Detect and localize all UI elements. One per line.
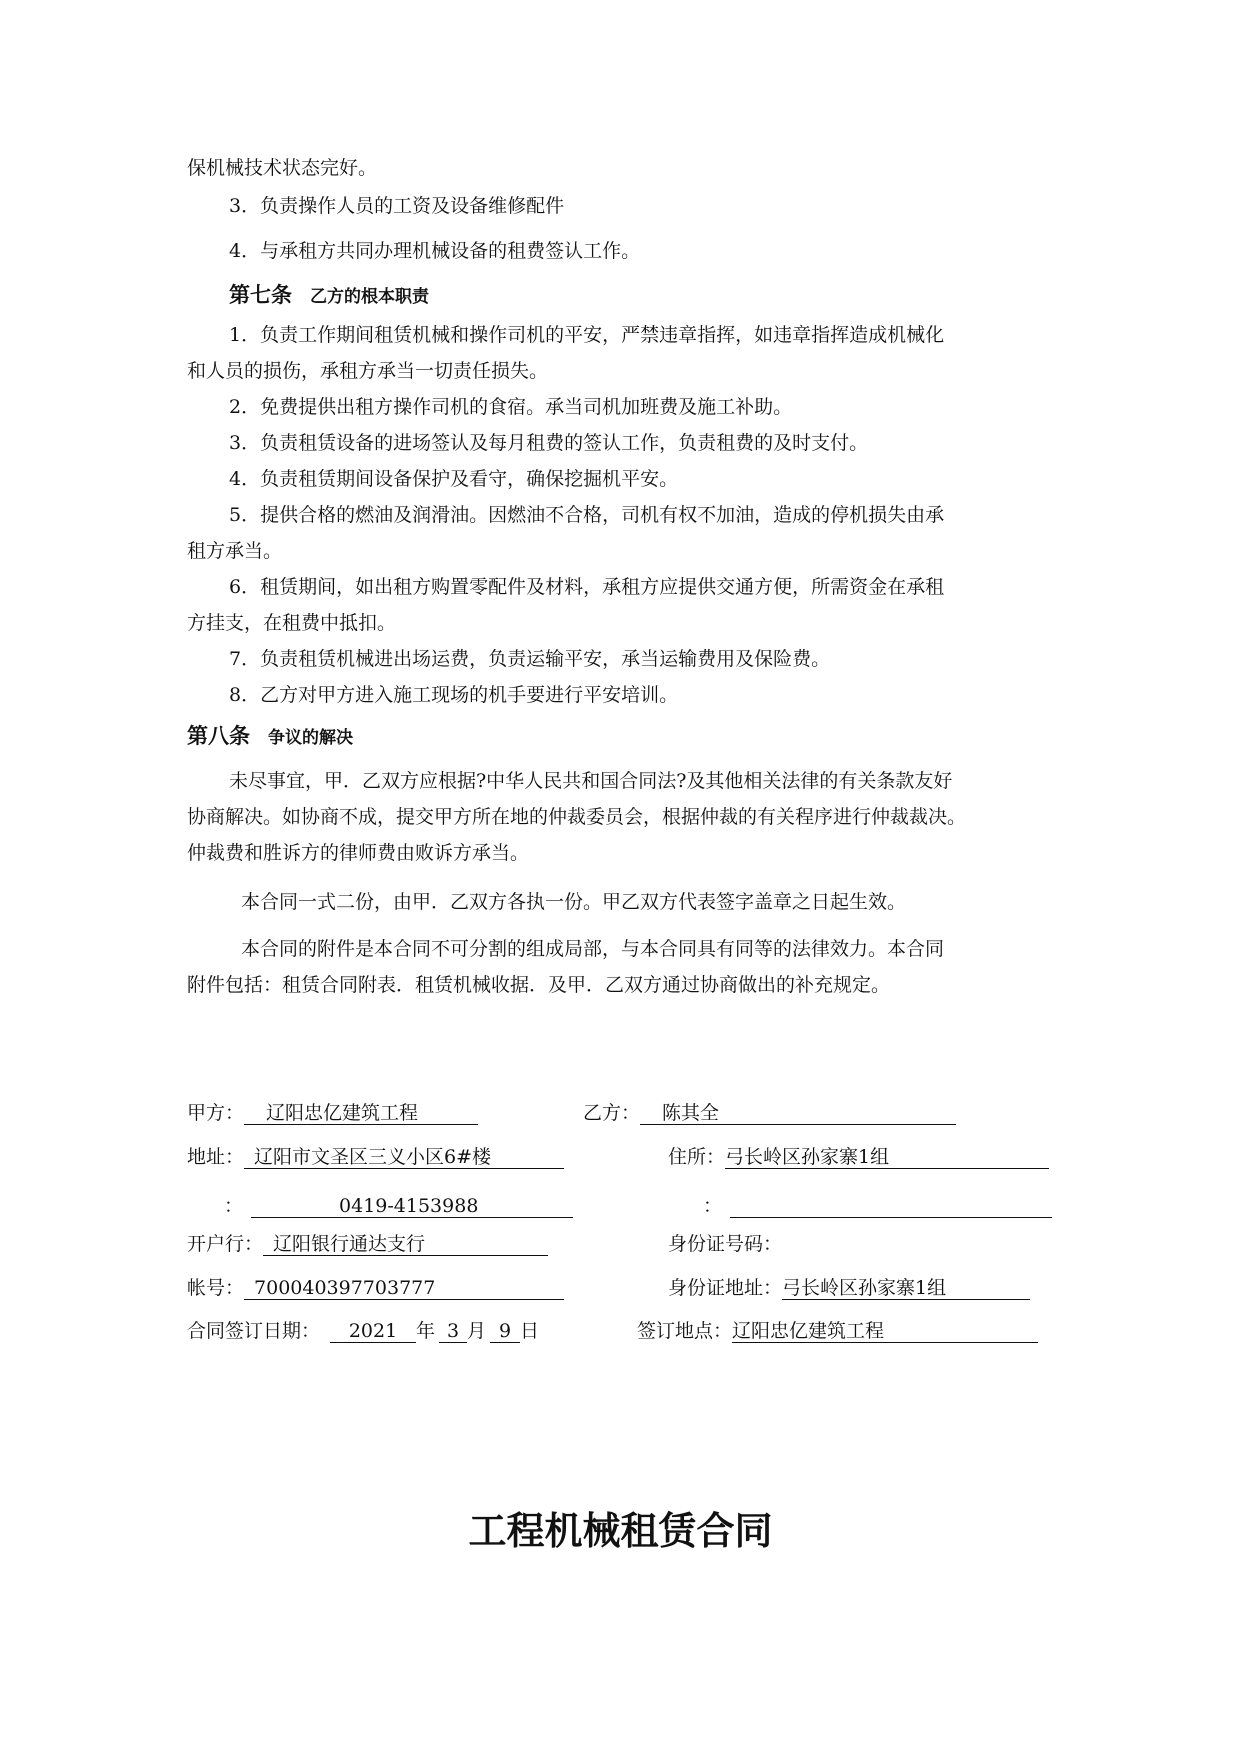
field-label: 地址： <box>187 1146 245 1168</box>
contract-title: 工程机械租赁合同 <box>468 1509 773 1553</box>
body-line: 本合同一式二份，由甲．乙双方各执一份。甲乙双方代表签字盖章之日起生效。 <box>241 891 907 913</box>
date-unit: 月 <box>467 1320 487 1342</box>
id-number-field <box>668 1232 782 1256</box>
field-label: ： <box>703 1195 723 1217</box>
field-value-line <box>263 1232 548 1256</box>
body-line: 2．免费提供出租方操作司机的食宿。承当司机加班费及施工补助。 <box>229 396 793 418</box>
article-7-heading <box>229 283 429 309</box>
field-label: 签订地点： <box>637 1320 733 1342</box>
field-value-line <box>330 1319 416 1343</box>
sign-place-value: 辽阳忠亿建筑工程 <box>732 1320 885 1342</box>
body-line: 6．租赁期间，如出租方购置零配件及材料，承租方应提供交通方便，所需资金在承租 <box>229 576 945 598</box>
field-label: 身份证地址： <box>668 1277 783 1299</box>
field-value-line <box>244 1145 564 1169</box>
bank-field <box>187 1232 548 1256</box>
field-label: 合同签订日期： <box>187 1320 321 1342</box>
field-value-line <box>782 1276 1030 1300</box>
field-label: 住所： <box>668 1146 726 1168</box>
phone-a-value: 0419-4153988 <box>339 1195 479 1217</box>
body-line: 未尽事宜，甲．乙双方应根据?中华人民共和国合同法?及其他相关法律的有关条款友好 <box>229 770 953 792</box>
body-line: 8．乙方对甲方进入施工现场的机手要进行平安培训。 <box>229 684 679 706</box>
id-address-value: 弓长岭区孙家寨1组 <box>782 1277 947 1299</box>
body-line: 附件包括：租赁合同附表．租赁机械收据．及甲．乙双方通过协商做出的补充规定。 <box>187 974 891 996</box>
address-a-value: 辽阳市文圣区三义小区6#楼 <box>254 1146 492 1168</box>
body-line: 3．负责租赁设备的进场签认及每月租费的签认工作，负责租费的及时支付。 <box>229 432 869 454</box>
address-a-field <box>187 1145 564 1169</box>
field-value-line <box>725 1145 1049 1169</box>
article-8-heading <box>187 724 353 750</box>
field-value-line <box>251 1194 573 1218</box>
body-line: 5．提供合格的燃油及润滑油。因燃油不合格，司机有权不加油，造成的停机损失由承 <box>229 504 945 526</box>
field-label: 乙方： <box>583 1102 641 1124</box>
field-value-line <box>730 1194 1052 1218</box>
field-label: 开户行： <box>187 1233 264 1255</box>
phone-a-field <box>224 1194 573 1218</box>
body-line: 4．与承租方共同办理机械设备的租费签认工作。 <box>229 240 641 262</box>
body-line: 本合同的附件是本合同不可分割的组成局部，与本合同具有同等的法律效力。本合同 <box>241 938 945 960</box>
id-address-field <box>668 1276 1030 1300</box>
field-value-line <box>439 1319 467 1343</box>
body-line: 租方承当。 <box>187 540 283 562</box>
article-title: 争议的解决 <box>268 728 353 748</box>
field-value-line <box>640 1101 956 1125</box>
account-value: 700040397703777 <box>254 1277 436 1299</box>
field-value-line <box>490 1319 520 1343</box>
article-number: 第七条 <box>229 283 292 307</box>
field-value-line <box>244 1276 564 1300</box>
sign-date-field <box>187 1319 539 1343</box>
party-b-value: 陈其全 <box>662 1102 720 1124</box>
phone-b-field <box>703 1194 1052 1218</box>
body-line: 方挂支，在租费中抵扣。 <box>187 612 397 634</box>
body-line: 仲裁费和胜诉方的律师费由败诉方承当。 <box>187 842 530 864</box>
body-line: 7．负责租赁机械进出场运费，负责运输平安，承当运输费用及保险费。 <box>229 648 831 670</box>
body-line: 4．负责租赁期间设备保护及看守，确保挖掘机平安。 <box>229 468 679 490</box>
body-line: 保机械技术状态完好。 <box>187 157 378 179</box>
date-day-value: 9 <box>499 1320 512 1342</box>
field-label: ： <box>224 1195 244 1217</box>
body-line: 和人员的损伤，承租方承当一切责任损失。 <box>187 360 549 382</box>
date-unit: 年 <box>416 1320 436 1342</box>
date-unit: 日 <box>520 1320 540 1342</box>
field-label: 身份证号码： <box>668 1233 783 1255</box>
date-year-value: 2021 <box>348 1320 398 1342</box>
party-a-field <box>187 1101 478 1125</box>
residence-b-value: 弓长岭区孙家寨1组 <box>725 1146 890 1168</box>
field-value-line <box>244 1101 478 1125</box>
residence-b-field <box>668 1145 1049 1169</box>
field-value-line <box>732 1319 1038 1343</box>
party-a-value: 辽阳忠亿建筑工程 <box>266 1102 419 1124</box>
bank-value: 辽阳银行通达支行 <box>273 1233 426 1255</box>
body-line: 1．负责工作期间租赁机械和操作司机的平安，严禁违章指挥，如违章指挥造成机械化 <box>229 324 945 346</box>
account-field <box>187 1276 564 1300</box>
article-title: 乙方的根本职责 <box>310 287 429 307</box>
body-line: 3．负责操作人员的工资及设备维修配件 <box>229 195 565 217</box>
field-label: 帐号： <box>187 1277 245 1299</box>
body-line: 协商解决。如协商不成，提交甲方所在地的仲裁委员会，根据仲裁的有关程序进行仲裁裁决。 <box>187 806 967 828</box>
date-month-value: 3 <box>446 1320 460 1342</box>
party-b-field <box>583 1101 956 1125</box>
field-label: 甲方： <box>187 1102 245 1124</box>
sign-place-field <box>637 1319 1038 1343</box>
article-number: 第八条 <box>187 724 250 748</box>
